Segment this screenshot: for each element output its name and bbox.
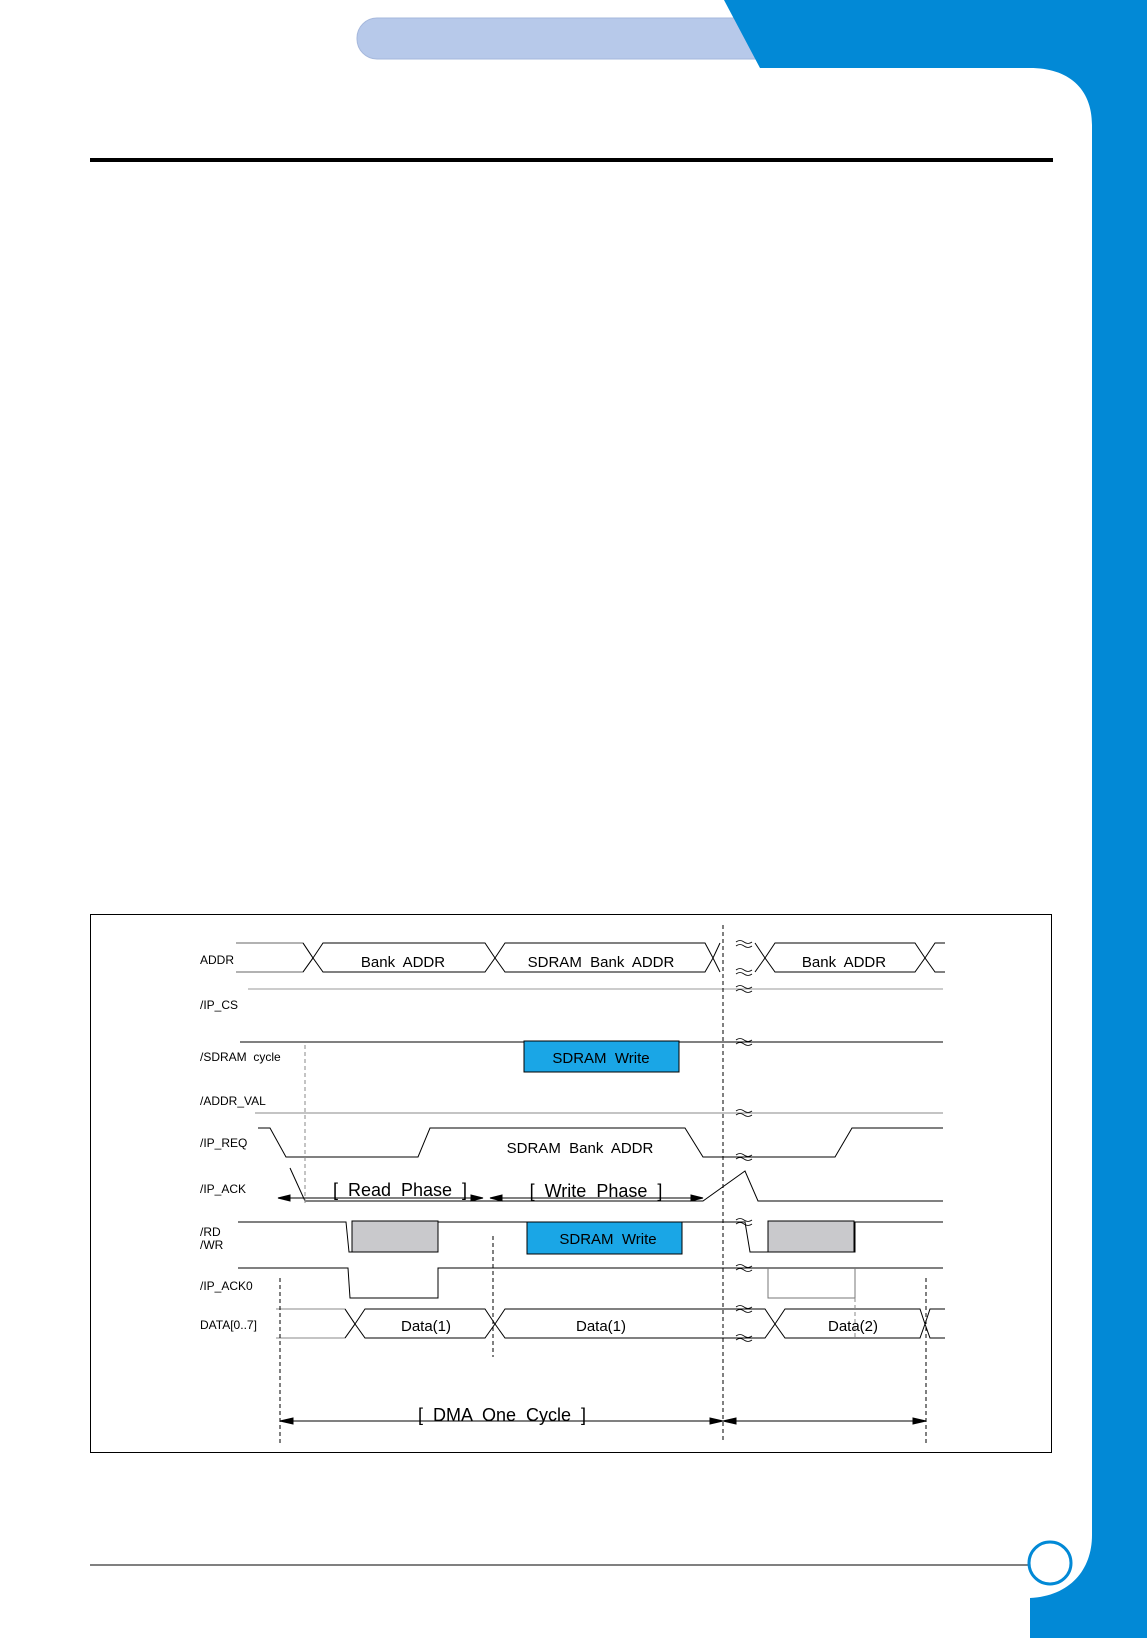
addr-segment-label: Bank ADDR bbox=[360, 954, 446, 971]
read-phase-label: [ Read Phase ] bbox=[332, 1180, 468, 1200]
rd-gray-box-1 bbox=[352, 1221, 438, 1252]
signal-label: /RD bbox=[200, 1225, 221, 1239]
addr-segment-label: Bank ADDR bbox=[801, 954, 887, 971]
signal-label: /WR bbox=[200, 1238, 224, 1252]
addr-segment-label: SDRAM Bank ADDR bbox=[527, 954, 675, 971]
data-segment-label: Data(1) bbox=[575, 1318, 627, 1335]
sdram-write-label: SDRAM Write bbox=[552, 1050, 650, 1067]
signal-label: DATA[0..7] bbox=[200, 1318, 257, 1332]
signal-labels bbox=[200, 953, 281, 1332]
data-segment-label: Data(2) bbox=[827, 1318, 879, 1335]
signal-label: /ADDR_VAL bbox=[200, 1094, 266, 1108]
signal-label: /IP_CS bbox=[200, 998, 239, 1012]
signal-label: /IP_ACK0 bbox=[200, 1279, 253, 1293]
data-segment-label: Data(1) bbox=[400, 1318, 452, 1335]
rd-gray-box-2 bbox=[768, 1221, 854, 1252]
signal-label: ADDR bbox=[200, 953, 235, 967]
signal-label: /IP_REQ bbox=[200, 1136, 248, 1150]
write-phase-label: [ Write Phase ] bbox=[529, 1181, 663, 1201]
signal-label: /IP_ACK bbox=[200, 1182, 247, 1196]
ip-req-label: SDRAM Bank ADDR bbox=[506, 1140, 654, 1157]
signal-label: /SDRAM cycle bbox=[200, 1050, 281, 1064]
dma-cycle-arrows bbox=[280, 1418, 926, 1424]
ip-ack0-waveform bbox=[238, 1268, 943, 1298]
rd-wr-write-label: SDRAM Write bbox=[559, 1231, 657, 1248]
break-marks-icon bbox=[736, 941, 752, 1342]
dma-cycle-label: [ DMA One Cycle ] bbox=[417, 1405, 587, 1425]
